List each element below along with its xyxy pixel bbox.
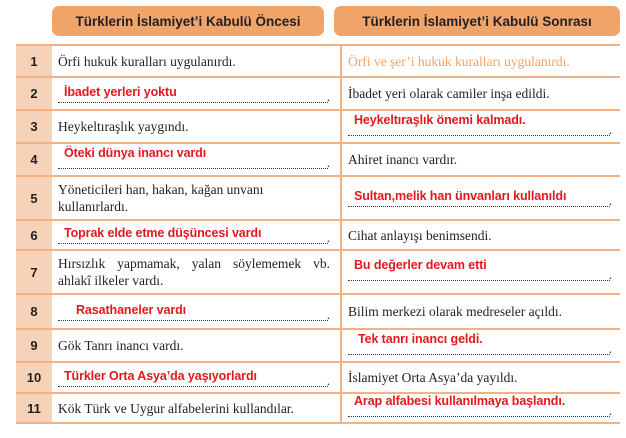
blank-period: . bbox=[608, 267, 612, 282]
dotted-line bbox=[348, 135, 610, 136]
handwritten-answer: Heykeltıraşlık önemi kalmadı. bbox=[354, 112, 526, 127]
table-row-1 bbox=[16, 44, 620, 78]
row-number: 5 bbox=[16, 177, 52, 219]
column-headers bbox=[52, 6, 620, 36]
cell-text: Bilim merkezi olarak medreseler açıldı. bbox=[348, 304, 563, 319]
cell-before bbox=[52, 330, 338, 361]
cell-after bbox=[340, 221, 620, 249]
handwritten-answer: Tek tanrı inancı geldi. bbox=[358, 331, 483, 346]
fill-blank bbox=[58, 224, 330, 246]
cell-after bbox=[340, 363, 620, 392]
cell-after bbox=[340, 144, 620, 175]
fill-blank bbox=[348, 187, 612, 209]
cell-before bbox=[52, 394, 338, 422]
dotted-line bbox=[58, 386, 328, 387]
cell-after-answer bbox=[340, 111, 620, 142]
fill-blank bbox=[348, 331, 612, 357]
handwritten-answer: Rasathaneler vardı bbox=[76, 302, 187, 317]
cell-after bbox=[340, 46, 620, 76]
cell-before-answer bbox=[52, 144, 338, 175]
cell-before bbox=[52, 177, 338, 219]
dotted-line bbox=[58, 168, 328, 169]
table-row-2 bbox=[16, 78, 620, 111]
blank-period: . bbox=[326, 230, 330, 245]
blank-period: . bbox=[608, 340, 612, 356]
cell-text: Örfi hukuk kuralları uygulanırdı. bbox=[58, 53, 236, 69]
cell-text: Hırsızlık yapmamak, yalan söylememek vb. ahlakî ilkeler vardı. bbox=[58, 256, 330, 288]
row-number: 9 bbox=[16, 330, 52, 361]
fill-blank bbox=[58, 367, 330, 389]
fill-blank bbox=[348, 394, 612, 419]
handwritten-answer: Bu değerler devam etti bbox=[354, 258, 487, 272]
table-row-7 bbox=[16, 251, 620, 295]
table-row-4 bbox=[16, 144, 620, 177]
table-row-5 bbox=[16, 177, 620, 221]
cell-text: Heykeltıraşlık yaygındı. bbox=[58, 119, 189, 134]
row-number: 3 bbox=[16, 111, 52, 142]
blank-period: . bbox=[608, 403, 612, 418]
cell-before bbox=[52, 111, 338, 142]
cell-before-answer bbox=[52, 221, 338, 249]
cell-text: Örfi ve şer’i hukuk kuralları uygulanırdı. bbox=[348, 53, 570, 69]
fill-blank bbox=[348, 112, 612, 138]
handwritten-answer: İbadet yerleri yoktu bbox=[64, 84, 177, 99]
dotted-line bbox=[58, 243, 328, 244]
table-row-11 bbox=[16, 394, 620, 424]
dotted-line bbox=[58, 102, 328, 103]
handwritten-answer: Öteki dünya inancı vardı bbox=[64, 145, 207, 160]
blank-period: . bbox=[608, 193, 612, 208]
cell-after bbox=[340, 78, 620, 109]
cell-text: Cihat anlayışı benimsendi. bbox=[348, 227, 492, 243]
blank-period: . bbox=[608, 121, 612, 137]
cell-after-answer bbox=[340, 394, 620, 422]
cell-after bbox=[340, 295, 620, 328]
row-number: 8 bbox=[16, 295, 52, 328]
cell-text: İbadet yeri olarak camiler inşa edildi. bbox=[348, 86, 550, 101]
dotted-line bbox=[348, 280, 610, 281]
cell-before bbox=[52, 46, 338, 76]
dotted-line bbox=[348, 354, 610, 355]
cell-before-answer bbox=[52, 295, 338, 328]
cell-before-answer bbox=[52, 78, 338, 109]
dotted-line bbox=[58, 320, 328, 321]
cell-text: İslamiyet Orta Asya’da yayıldı. bbox=[348, 370, 518, 385]
fill-blank bbox=[58, 83, 330, 105]
dotted-line bbox=[348, 416, 610, 417]
table-row-6 bbox=[16, 221, 620, 251]
blank-period: . bbox=[326, 88, 330, 104]
handwritten-answer: Türkler Orta Asya’da yaşıyorlardı bbox=[64, 368, 257, 383]
header-after: Türklerin İslamiyet’i Kabulü Sonrası bbox=[334, 6, 620, 36]
comparison-table bbox=[16, 44, 620, 424]
cell-after-answer bbox=[340, 177, 620, 219]
dotted-line bbox=[348, 206, 610, 207]
cell-after-answer bbox=[340, 251, 620, 293]
blank-period: . bbox=[326, 154, 330, 170]
row-number: 2 bbox=[16, 78, 52, 109]
handwritten-answer: Toprak elde etme düşüncesi vardı bbox=[64, 226, 262, 240]
header-before: Türklerin İslamiyet’i Kabulü Öncesi bbox=[52, 6, 324, 36]
cell-text: Ahiret inancı vardır. bbox=[348, 152, 458, 167]
blank-period: . bbox=[326, 306, 330, 322]
handwritten-answer: Sultan,melik han ünvanları kullanıldı bbox=[354, 189, 567, 203]
table-row-3 bbox=[16, 111, 620, 144]
cell-after-answer bbox=[340, 330, 620, 361]
cell-text: Gök Tanrı inancı vardı. bbox=[58, 338, 184, 353]
table-row-9 bbox=[16, 330, 620, 363]
row-number: 1 bbox=[16, 46, 52, 76]
cell-text: Kök Türk ve Uygur alfabelerini kullandılar. bbox=[58, 400, 294, 416]
handwritten-answer: Arap alfabesi kullanılmaya başlandı. bbox=[354, 394, 566, 408]
cell-before bbox=[52, 251, 338, 293]
row-number: 10 bbox=[16, 363, 52, 392]
fill-blank bbox=[58, 145, 330, 171]
fill-blank bbox=[58, 301, 330, 323]
table-row-8 bbox=[16, 295, 620, 330]
cell-text: Yöneticileri han, hakan, kağan unvanı kullanırlardı. bbox=[58, 182, 264, 214]
fill-blank bbox=[348, 258, 612, 283]
blank-period: . bbox=[326, 372, 330, 388]
row-number: 7 bbox=[16, 251, 52, 293]
table-row-10 bbox=[16, 363, 620, 394]
cell-before-answer bbox=[52, 363, 338, 392]
row-number: 4 bbox=[16, 144, 52, 175]
row-number: 6 bbox=[16, 221, 52, 249]
row-number: 11 bbox=[16, 394, 52, 422]
